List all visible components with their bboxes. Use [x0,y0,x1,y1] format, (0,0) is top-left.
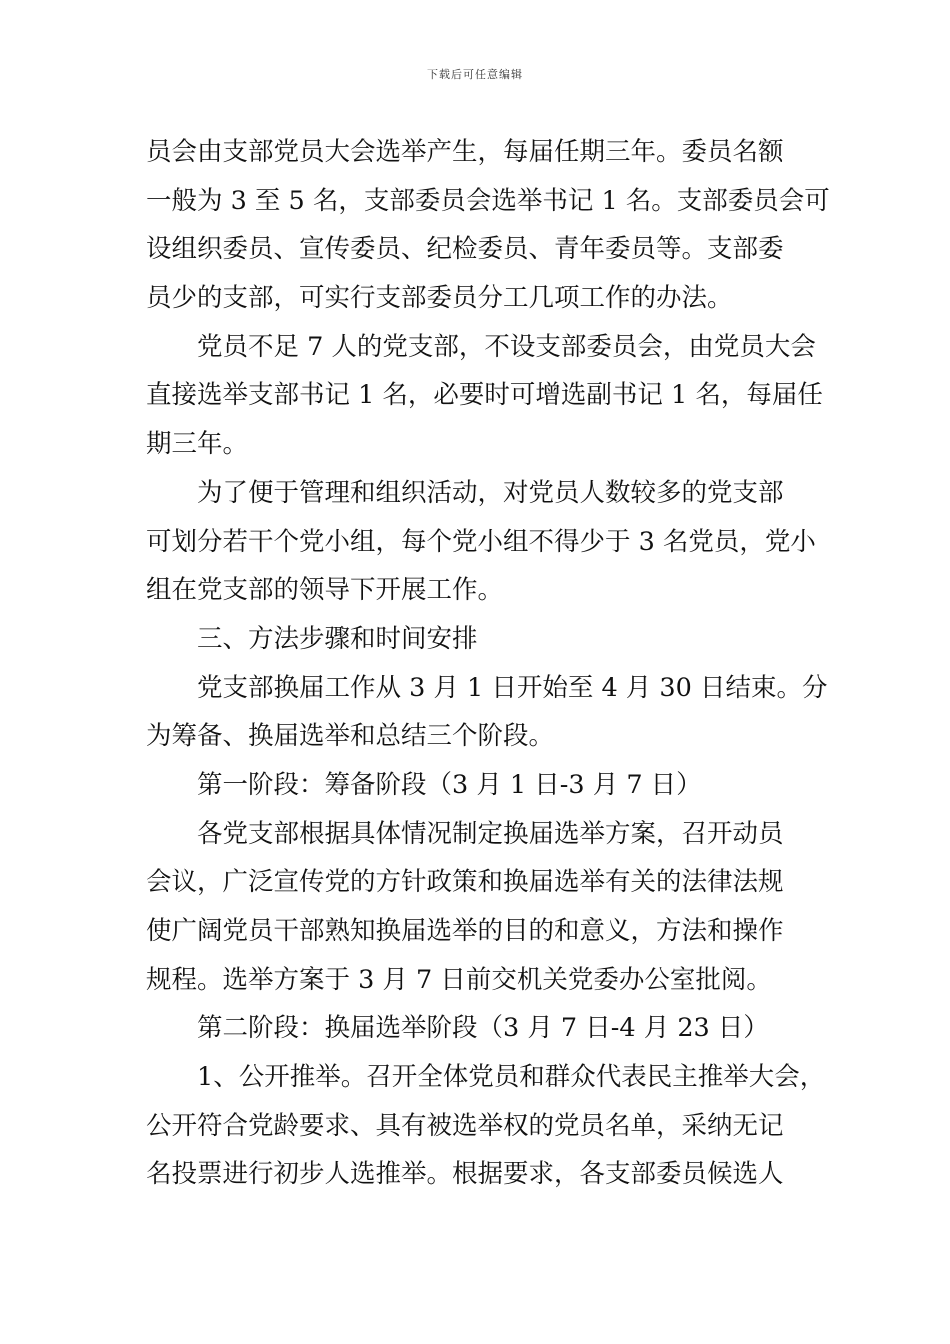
text-line: 1、公开推举。召开全体党员和群众代表民主推举大会， [197,1062,826,1093]
text-line: 各党支部根据具体情况制定换届选举方案，召开动员 [197,818,784,849]
text-line: 使广阔党员干部熟知换届选举的目的和意义，方法和操作 [146,916,784,946]
paragraph-party-groups [146,469,816,615]
section-heading-methods [146,615,810,664]
text-line: 期三年。 [146,429,249,460]
stage-heading: 第一阶段：筹备阶段（3 月 1 日-3 月 7 日） [197,769,702,800]
text-line: 党员不足 7 人的党支部，不设支部委员会，由党员大会 [197,331,816,362]
page-header-note: 下载后可任意编辑 [427,68,523,81]
text-line: 会议，广泛宣传党的方针政策和换届选举有关的法律法规 [146,867,784,898]
text-line: 员少的支部，可实行支部委员分工几项工作的办法。 [146,283,733,314]
document-body [146,128,830,1199]
text-line: 组在党支部的领导下开展工作。 [146,575,504,606]
text-line: 名投票进行初步人选推举。根据要求，各支部委员候选人 [146,1159,784,1190]
text-line: 党支部换届工作从 3 月 1 日开始至 4 月 30 日结束。分 [197,672,828,703]
text-line: 规程。选举方案于 3 月 7 日前交机关党委办公室批阅。 [146,964,772,995]
paragraph-schedule [146,664,828,761]
text-line: 为筹备、换届选举和总结三个阶段。 [146,721,555,752]
paragraph-public-nomination [146,1053,826,1199]
paragraph-stage-one [146,810,810,1005]
section-heading: 三、方法步骤和时间安排 [197,623,478,654]
stage-one-heading [146,761,810,810]
paragraph-committee-composition [146,128,830,323]
text-line: 公开符合党龄要求、具有被选举权的党员名单，采纳无记 [146,1110,784,1141]
stage-two-heading [146,1004,810,1053]
text-line: 可划分若干个党小组，每个党小组不得少于 3 名党员，党小 [146,526,816,557]
paragraph-small-branch [146,323,823,469]
text-line: 员会由支部党员大会选举产生，每届任期三年。委员名额 [146,137,784,167]
text-line: 一般为 3 至 5 名，支部委员会选举书记 1 名。支部委员会可 [146,185,830,216]
text-line: 设组织委员、宣传委员、纪检委员、青年委员等。支部委 [146,234,784,265]
text-line: 直接选举支部书记 1 名，必要时可增选副书记 1 名，每届任 [146,380,823,411]
text-line: 为了便于管理和组织活动，对党员人数较多的党支部 [197,477,784,508]
stage-heading: 第二阶段：换届选举阶段（3 月 7 日-4 月 23 日） [197,1013,769,1044]
